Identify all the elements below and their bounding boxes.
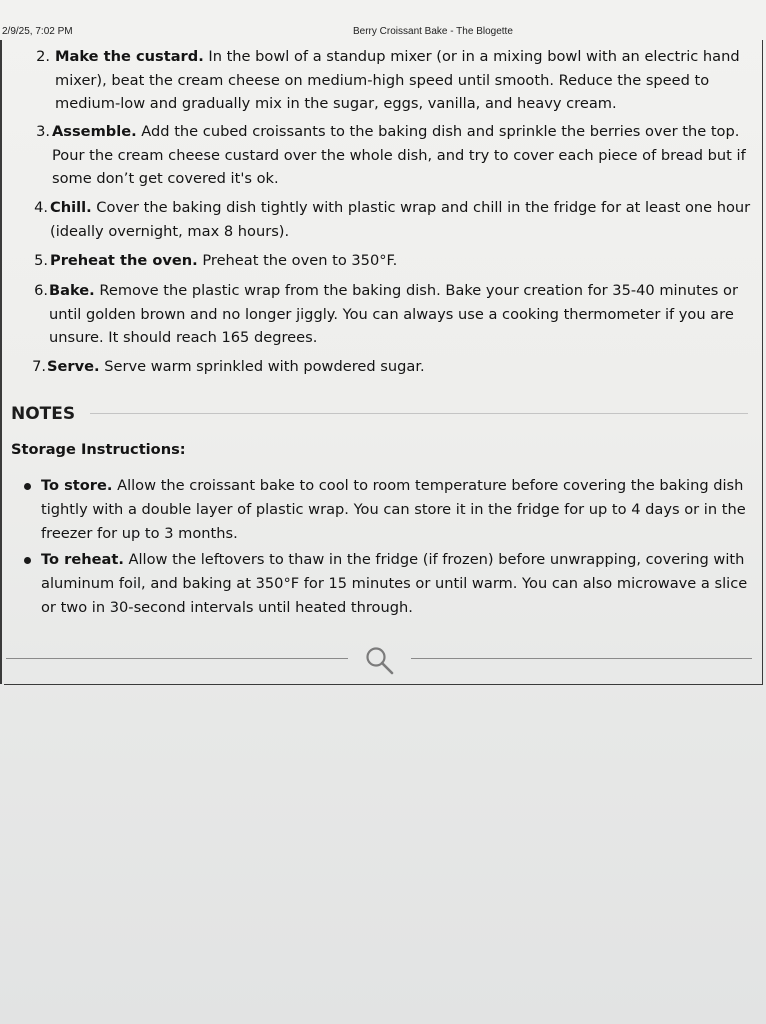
- step-number: 2.: [36, 48, 50, 65]
- step-text: medium-low and gradually mix in the sugar, eggs, vanilla, and heavy cream.: [55, 95, 617, 112]
- search-divider-left: [6, 658, 348, 659]
- bullet-icon: [24, 557, 31, 564]
- step-text: (ideally overnight, max 8 hours).: [50, 222, 290, 240]
- note-text: aluminum foil, and baking at 350°F for 15 minutes or until warm. You can also microwave a slice: [41, 575, 748, 593]
- step-text: Add the cubed croissants to the baking dish and sprinkle the berries over the top.: [136, 123, 740, 140]
- step-text: Remove the plastic wrap from the baking dish. Bake your creation for 35-40 minutes or: [94, 282, 738, 299]
- step-number: 6.: [34, 282, 48, 299]
- step-text: Pour the cream cheese custard over the whole dish, and try to cover each piece of bread but if: [52, 146, 746, 164]
- note-text: tightly with a double layer of plastic wrap. You can store it in the fridge for up to 4 days or in the: [41, 501, 746, 519]
- step-text: unsure. It should reach 165 degrees.: [49, 329, 318, 346]
- card-left-border: [0, 40, 2, 684]
- print-page-title: Berry Croissant Bake - The Blogette: [353, 26, 513, 37]
- step-title: Chill.: [50, 199, 92, 216]
- step-title: Make the custard.: [55, 48, 204, 65]
- search-divider-right: [411, 658, 752, 659]
- step-number: 7.: [32, 358, 46, 375]
- step-text: some don’t get covered it's ok.: [52, 170, 279, 187]
- storage-instructions-heading: Storage Instructions:: [11, 441, 186, 458]
- step-text: Cover the baking dish tightly with plastic wrap and chill in the fridge for at least one hour: [91, 199, 751, 216]
- step-title: Bake.: [49, 282, 95, 299]
- note-text: or two in 30-second intervals until heated through.: [41, 599, 413, 617]
- note-title: To reheat.: [41, 551, 124, 568]
- bullet-icon: [24, 483, 31, 490]
- step-title: Serve.: [47, 358, 100, 375]
- step-text: Serve warm sprinkled with powdered sugar.: [99, 358, 425, 375]
- step-text: mixer), beat the cream cheese on medium-high speed until smooth. Reduce the speed to: [55, 71, 710, 89]
- print-header: [0, 26, 766, 40]
- step-number: 5.: [34, 252, 48, 269]
- step-text: Preheat the oven to 350°F.: [197, 252, 398, 269]
- note-text: Allow the croissant bake to cool to room temperature before covering the baking dish: [112, 477, 744, 494]
- step-text: until golden brown and no longer jiggly. You can always use a cooking thermometer if you are: [49, 305, 734, 323]
- print-datetime: 2/9/25, 7:02 PM: [2, 26, 73, 37]
- note-title: To store.: [41, 477, 113, 494]
- note-text: Allow the leftovers to thaw in the fridge (if frozen) before unwrapping, covering with: [123, 551, 745, 568]
- search-icon[interactable]: [364, 645, 394, 679]
- step-title: Assemble.: [52, 123, 137, 140]
- notes-heading: NOTES: [11, 404, 76, 424]
- step-number: 4.: [34, 199, 48, 216]
- step-text: In the bowl of a standup mixer (or in a mixing bowl with an electric hand: [203, 48, 740, 65]
- step-title: Preheat the oven.: [50, 252, 198, 269]
- step-number: 3.: [36, 123, 50, 140]
- note-text: freezer for up to 3 months.: [41, 525, 238, 543]
- notes-divider: [90, 413, 748, 414]
